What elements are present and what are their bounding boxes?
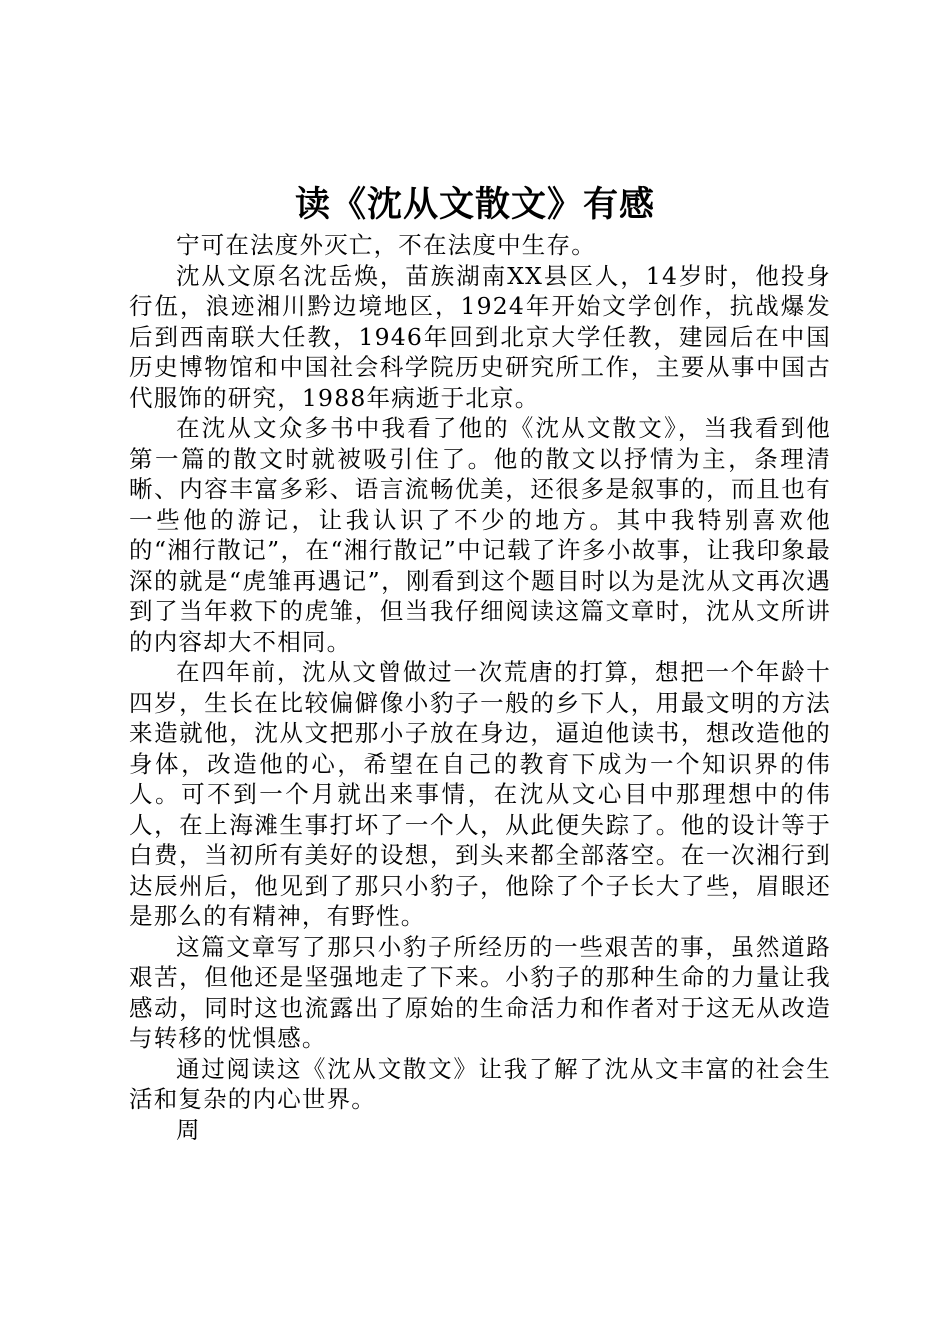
paragraph: 周 <box>176 1115 201 1144</box>
document-title: 读《沈从文散文》有感 <box>294 184 655 225</box>
document-body <box>129 230 831 1145</box>
paragraph: 宁可在法度外灭亡，不在法度中生存。 <box>176 231 596 259</box>
paragraph: 沈从文原名沈岳焕，苗族湖南XX县区人，14岁时，他投身行伍，浪迹湘川黔边境地区，1924年开始文学创作，抗战爆发后到西南联大任教，1946年回到北京大学任教，建园后在中国历史博物馆和中国社会科学院历史研究所工作，主要从事中国古代服饰的研究，1988年病逝于北京。 <box>129 261 831 412</box>
paragraph: 通过阅读这《沈从文散文》让我了解了沈从文丰富的社会生活和复杂的内心世界。 <box>129 1054 831 1113</box>
paragraph: 在沈从文众多书中我看了他的《沈从文散文》，当我看到他第一篇的散文时就被吸引住了。他的散文以抒情为主，条理清晰、内容丰富多彩、语言流畅优美，还很多是叙事的，而且也有一些他的游记，让我认识了不少的地方。其中我特别喜欢他的“湘行散记”，在“湘行散记”中记载了许多小故事，让我印象最深的就是“虎雏再遇记”，刚看到这个题目时以为是沈从文再次遇到了当年救下的虎雏，但当我仔细阅读这篇文章时，沈从文所讲的内容却大不相同。 <box>129 414 831 656</box>
paragraph: 在四年前，沈从文曾做过一次荒唐的打算，想把一个年龄十四岁，生长在比较偏僻像小豹子一般的乡下人，用最文明的方法来造就他，沈从文把那小子放在身边，逼迫他读书，想改造他的身体，改造他的心，希望在自己的教育下成为一个知识界的伟人。可不到一个月就出来事情，在沈从文心目中那理想中的伟人，在上海滩生事打坏了一个人，从此便失踪了。他的设计等于白费，当初所有美好的设想，到头来都全部落空。在一次湘行到达辰州后，他见到了那只小豹子，他除了个子长大了些，眉眼还是那么的有精神，有野性。 <box>129 658 831 930</box>
paragraph: 这篇文章写了那只小豹子所经历的一些艰苦的事，虽然道路艰苦，但他还是坚强地走了下来。小豹子的那种生命的力量让我感动，同时这也流露出了原始的生命活力和作者对于这无从改造与转移的忧惧感。 <box>129 932 831 1052</box>
